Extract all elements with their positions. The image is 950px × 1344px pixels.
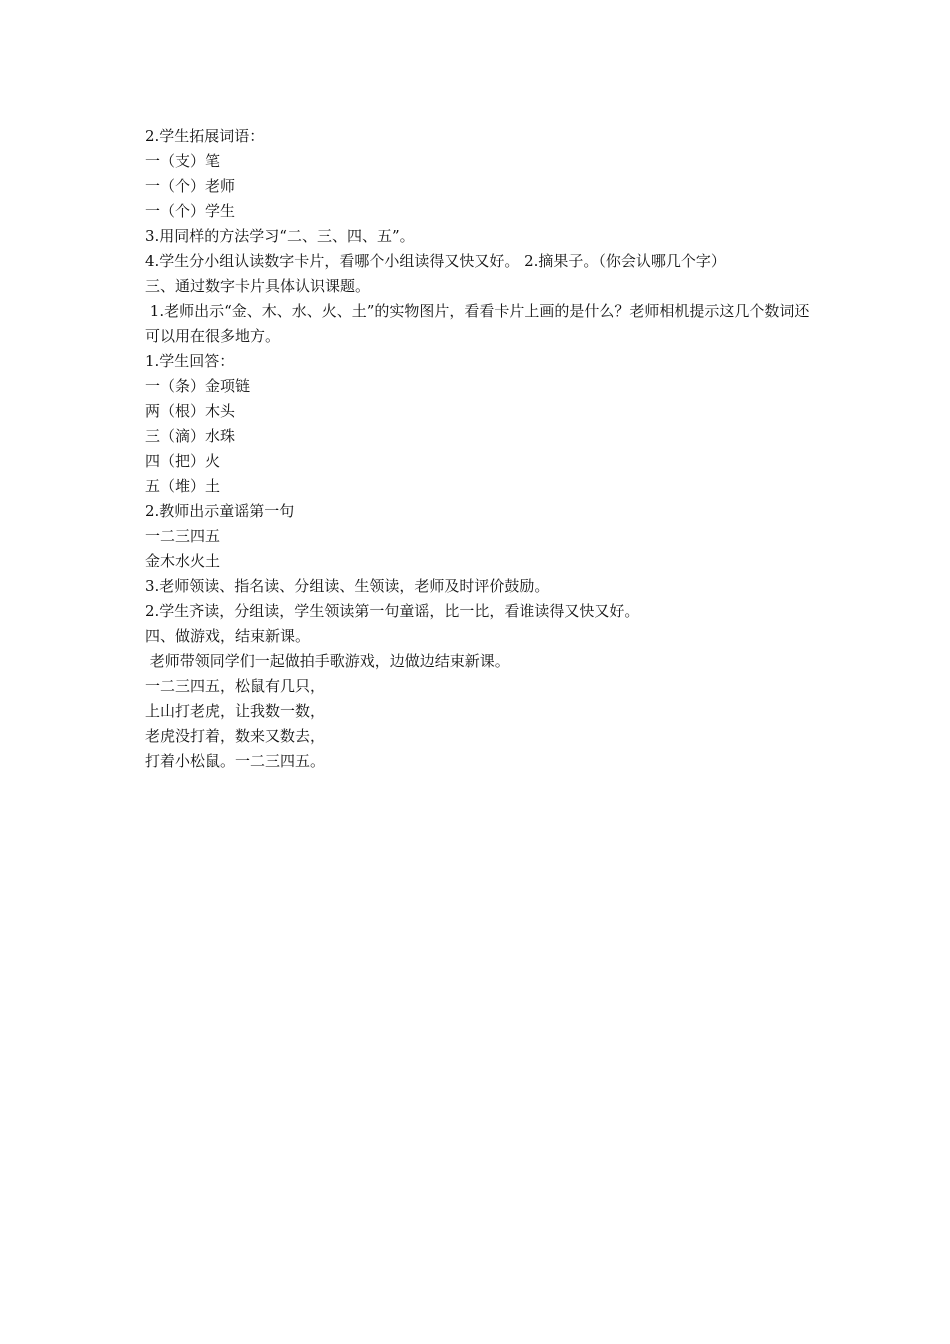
text-line: 3.老师领读、指名读、分组读、生领读，老师及时评价鼓励。: [145, 577, 550, 595]
rhyme-line: 一二三四五，松鼠有几只，: [145, 677, 326, 695]
rhyme-line: 老虎没打着，数来又数去，: [145, 727, 326, 745]
text-line: 2.学生拓展词语：: [145, 127, 265, 145]
text-line: 2.学生齐读，分组读，学生领读第一句童谣，比一比，看谁读得又快又好。: [145, 602, 640, 620]
section-heading: 四、做游戏，结束新课。: [145, 627, 311, 645]
text-line: 一（个）老师: [145, 177, 236, 195]
document-body: [145, 124, 815, 774]
section-heading: 三、通过数字卡片具体认识课题。: [145, 277, 371, 295]
text-line: 4.学生分小组认读数字卡片，看哪个小组读得又快又好。 2.摘果子。（你会认哪几个字）: [145, 252, 726, 270]
text-line: 金木水火土: [145, 552, 221, 570]
text-line: 四（把）火: [145, 452, 221, 470]
text-line: 一（个）学生: [145, 202, 236, 220]
rhyme-line: 上山打老虎，让我数一数，: [145, 702, 326, 720]
text-line: 三（滴）水珠: [145, 427, 236, 445]
text-line: 3.用同样的方法学习“二、三、四、五”。: [145, 227, 415, 245]
text-line: 两（根）木头: [145, 402, 236, 420]
text-line: 一（支）笔: [145, 152, 221, 170]
text-line: 1.学生回答：: [145, 352, 235, 370]
text-paragraph: 1.老师出示“金、木、水、火、土”的实物图片，看看卡片上画的是什么？老师相机提示这几个数词还可以用在很多地方。: [145, 302, 810, 345]
text-line: 五（堆）土: [145, 477, 221, 495]
text-line: 一（条）金项链: [145, 377, 251, 395]
rhyme-line: 打着小松鼠。一二三四五。: [145, 752, 326, 770]
text-line: 2.教师出示童谣第一句: [145, 502, 295, 520]
text-line: 老师带领同学们一起做拍手歌游戏，边做边结束新课。: [145, 652, 510, 670]
text-line: 一二三四五: [145, 527, 221, 545]
